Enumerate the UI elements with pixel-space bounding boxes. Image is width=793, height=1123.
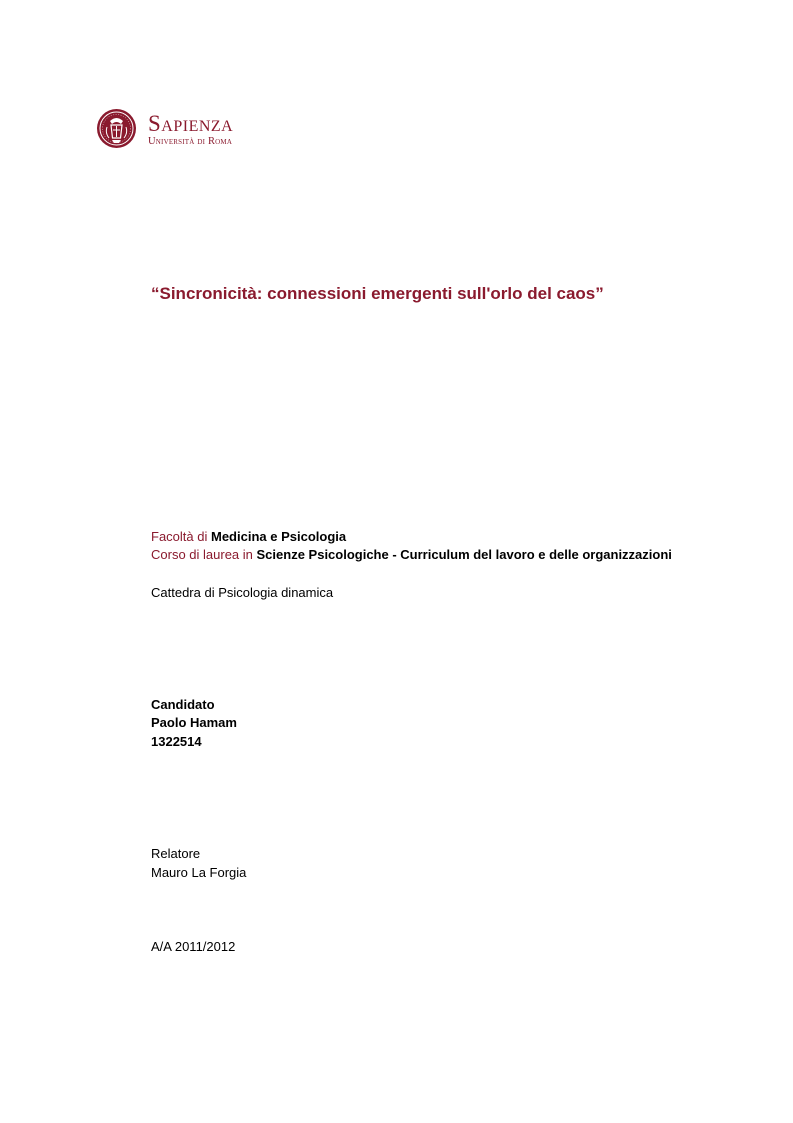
course-line: [151, 546, 672, 564]
university-subtitle: Università di Roma: [148, 136, 233, 147]
supervisor-name: Mauro La Forgia: [151, 865, 247, 880]
course-label: Corso di laurea in: [151, 547, 253, 562]
chair-line: Cattedra di Psicologia dinamica: [151, 585, 334, 600]
course-value: Scienze Psicologiche - Curriculum del lavoro e delle organizzazioni: [256, 547, 672, 562]
academic-year: A/A 2011/2012: [151, 939, 236, 954]
candidate-id: 1322514: [151, 734, 202, 749]
university-seal-icon: [96, 105, 137, 152]
supervisor-label: Relatore: [151, 846, 201, 861]
university-logo: [96, 105, 256, 155]
university-wordmark: [148, 112, 233, 148]
university-name: Sapienza: [148, 111, 234, 136]
faculty-value: Medicina e Psicologia: [211, 529, 347, 544]
candidate-name: Paolo Hamam: [151, 715, 237, 730]
faculty-line: [151, 528, 346, 546]
thesis-title: “Sincronicità: connessioni emergenti sull'orlo del caos”: [151, 284, 604, 303]
faculty-label: Facoltà di: [151, 529, 208, 544]
candidate-label: Candidato: [151, 697, 215, 712]
